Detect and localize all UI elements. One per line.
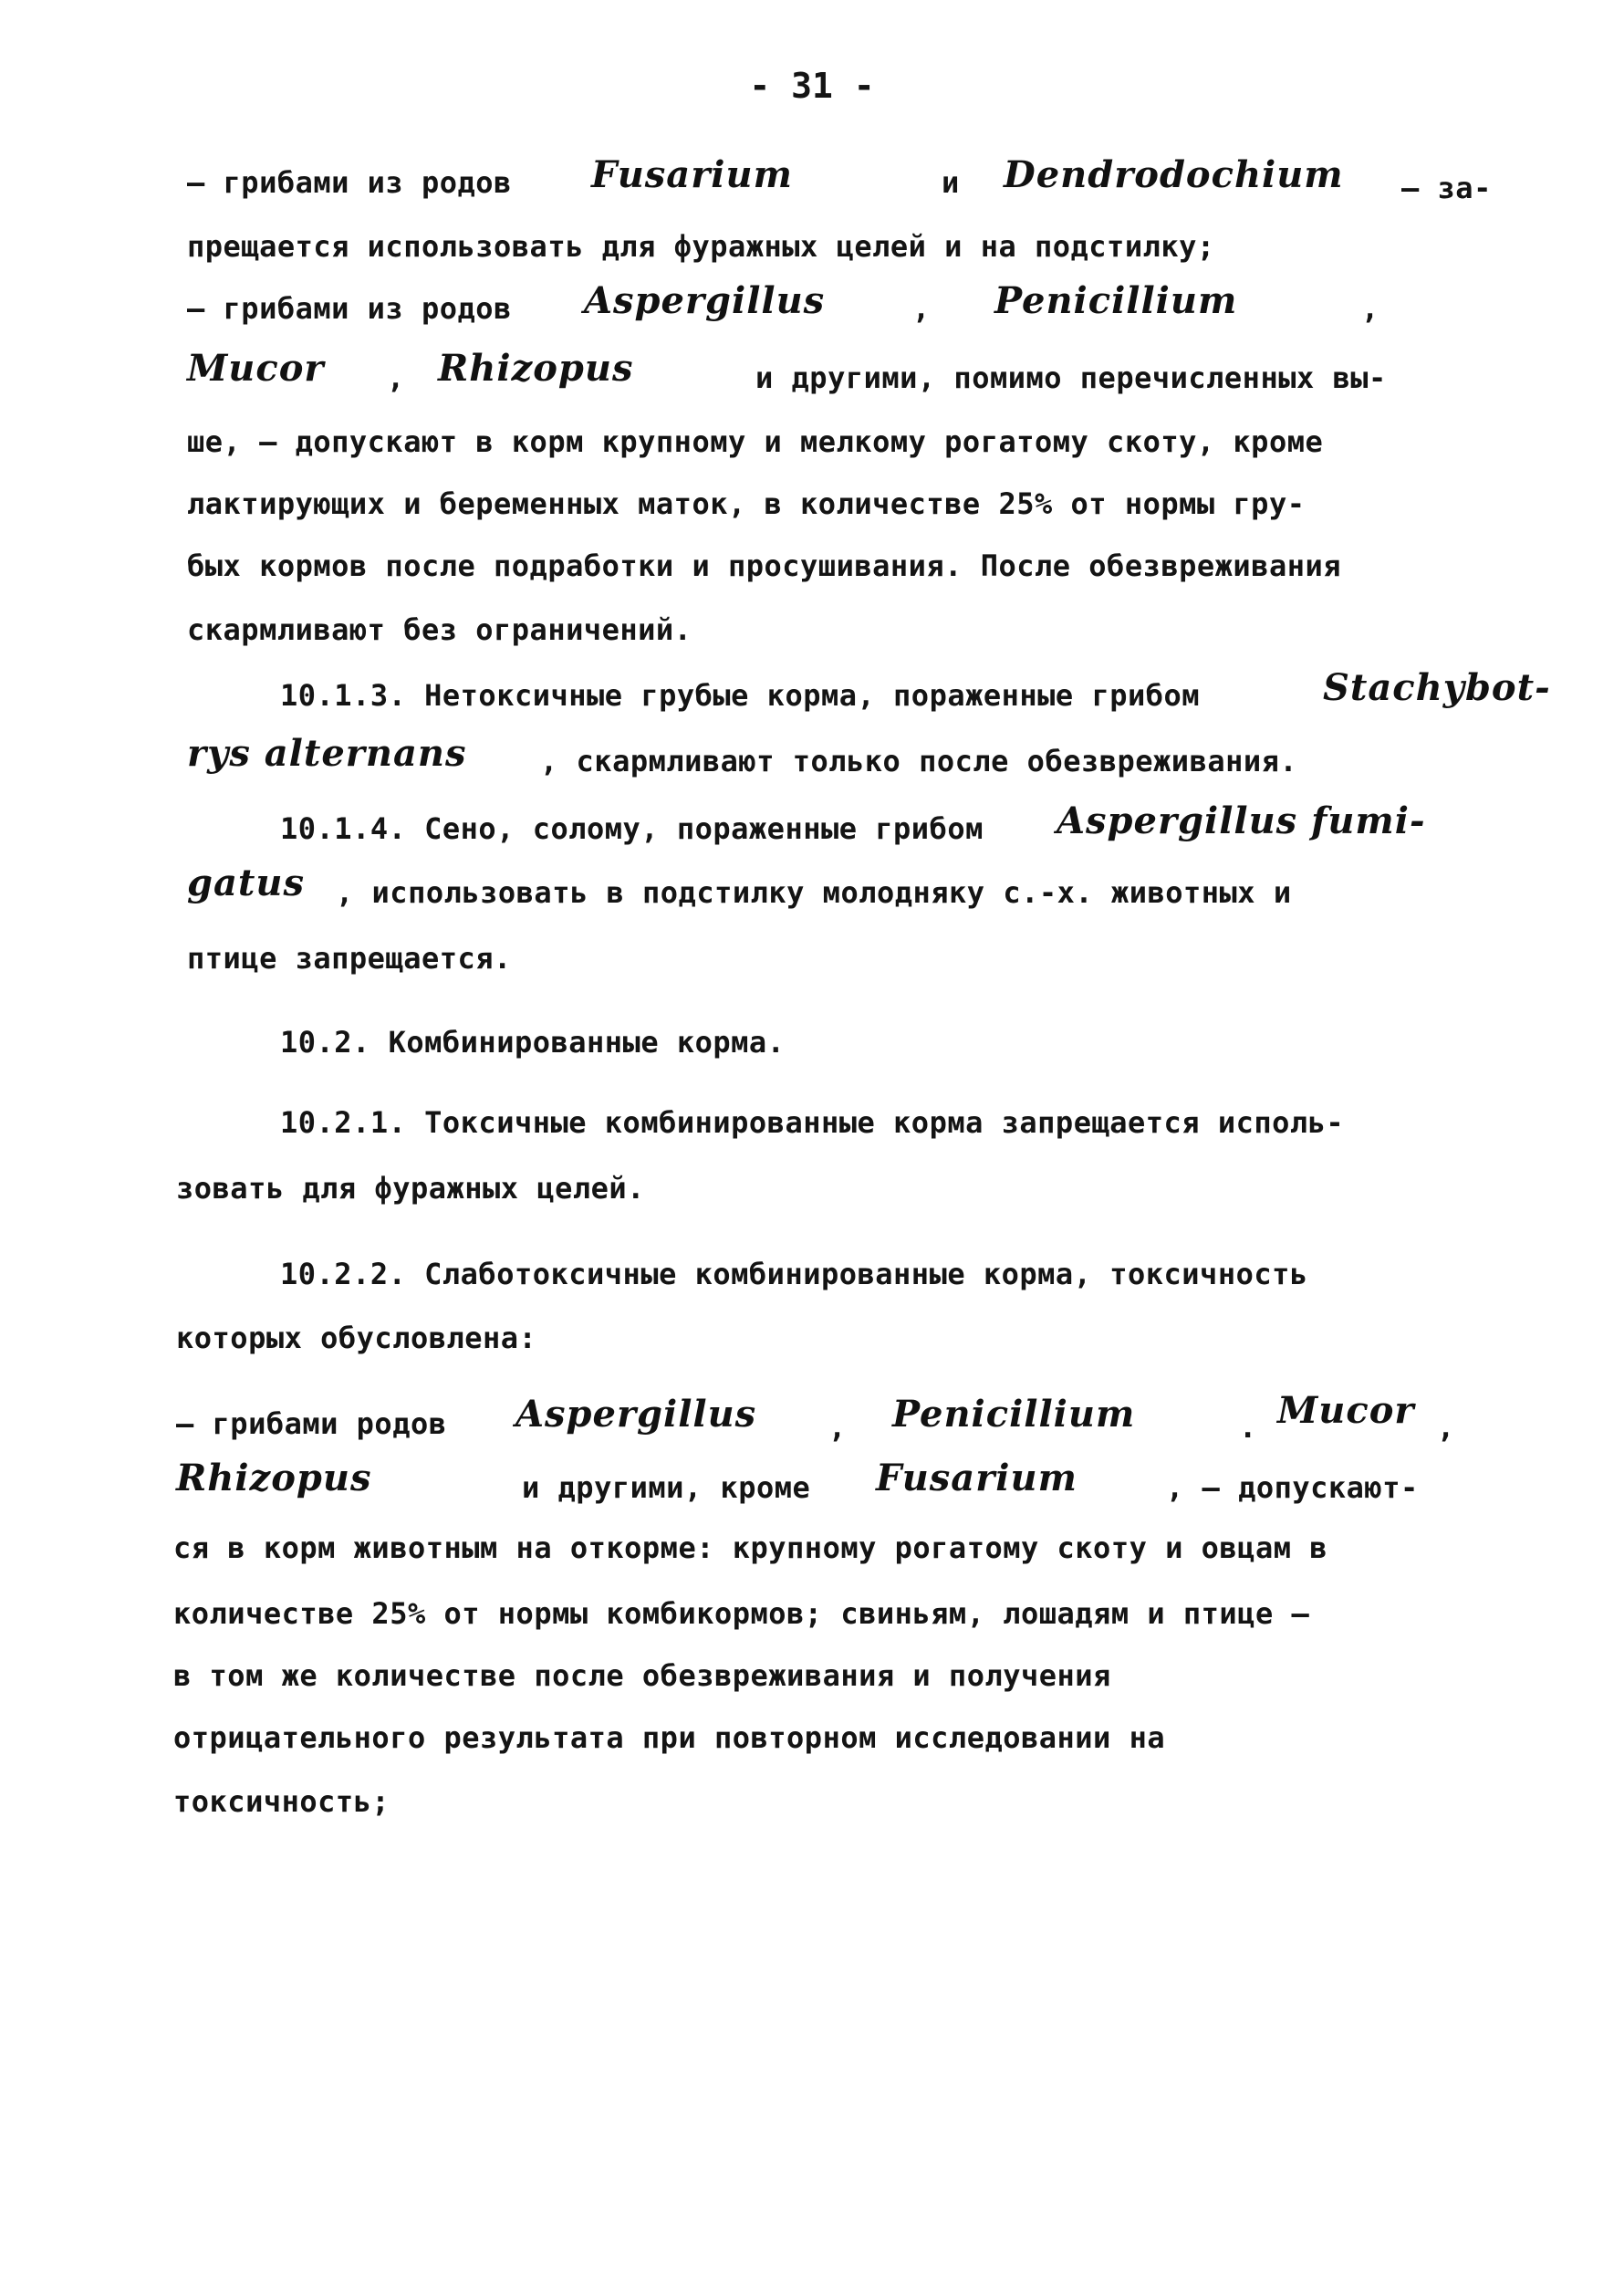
- text-line: в том же количестве после обезвреживания и получения: [173, 1658, 1111, 1693]
- text-line: токсичность;: [173, 1784, 390, 1819]
- section-heading: 10.2. Комбинированные корма.: [280, 1025, 786, 1060]
- text-line: ше, – допускают в корм крупному и мелкому рогатому скоту, кроме: [187, 424, 1324, 459]
- text-line: ,: [1437, 1410, 1455, 1445]
- text-line: – грибами родов: [176, 1406, 447, 1441]
- text-line: 10.2.1. Токсичные комбинированные корма запрещается исполь-: [280, 1105, 1345, 1140]
- handwritten-genus: Mucor: [1277, 1389, 1415, 1432]
- handwritten-genus: Aspergillus: [584, 279, 826, 322]
- text-line: 10.1.3. Нетоксичные грубые корма, пораженные грибом: [280, 678, 1201, 713]
- handwritten-genus: Fusarium: [591, 153, 793, 196]
- handwritten-genus: rys alternans: [187, 732, 467, 775]
- text-line: бых кормов после подработки и просушивания. После обезвреживания: [187, 548, 1341, 583]
- handwritten-genus: Rhizopus: [438, 347, 634, 390]
- handwritten-genus: Penicillium: [892, 1393, 1136, 1436]
- text-line: птице запрещается.: [187, 941, 512, 976]
- text-line: количестве 25% от нормы комбикормов; свиньям, лошадям и птице –: [173, 1596, 1310, 1631]
- handwritten-genus: Aspergillus: [515, 1393, 757, 1436]
- text-line: и: [942, 165, 960, 200]
- text-line: которых обусловлена:: [176, 1321, 537, 1355]
- text-line: .: [1239, 1410, 1257, 1445]
- text-line: отрицательного результата при повторном исследовании на: [173, 1720, 1166, 1755]
- handwritten-genus: Aspergillus fumi-: [1057, 799, 1426, 842]
- handwritten-genus: Rhizopus: [176, 1457, 372, 1499]
- text-line: , скармливают только после обезвреживания.: [540, 744, 1298, 778]
- text-line: зовать для фуражных целей.: [176, 1171, 645, 1206]
- text-line: – за-: [1401, 171, 1492, 205]
- text-line: – грибами из родов: [187, 291, 512, 326]
- text-line: лактирующих и беременных маток, в количестве 25% от нормы гру-: [187, 486, 1306, 521]
- text-line: прещается использовать для фуражных целей и на подстилку;: [187, 229, 1215, 264]
- text-line: 10.2.2. Слаботоксичные комбинированные корма, токсичность: [280, 1257, 1308, 1291]
- handwritten-genus: Penicillium: [994, 279, 1238, 322]
- handwritten-genus: Fusarium: [876, 1457, 1077, 1499]
- text-line: ,: [387, 360, 405, 395]
- text-line: – грибами из родов: [187, 165, 512, 200]
- handwritten-genus: gatus: [187, 862, 305, 904]
- handwritten-genus: Stachybot-: [1323, 666, 1551, 709]
- text-line: и другими, помимо перечисленных вы-: [755, 360, 1387, 395]
- page-number: - 31 -: [749, 66, 875, 106]
- text-line: ,: [828, 1410, 847, 1445]
- text-line: ся в корм животным на откорме: крупному рогатому скоту и овцам в: [173, 1530, 1327, 1565]
- text-line: и другими, кроме: [522, 1470, 811, 1505]
- text-line: , использовать в подстилку молодняку с.-х. животных и: [336, 875, 1292, 910]
- handwritten-genus: Mucor: [187, 347, 325, 390]
- text-line: ,: [912, 291, 931, 326]
- text-line: , – допускают-: [1166, 1470, 1419, 1505]
- text-line: скармливают без ограничений.: [187, 612, 692, 647]
- handwritten-genus: Dendrodochium: [1004, 153, 1344, 196]
- text-line: ,: [1361, 291, 1379, 326]
- text-line: 10.1.4. Сено, солому, пораженные грибом: [280, 811, 984, 846]
